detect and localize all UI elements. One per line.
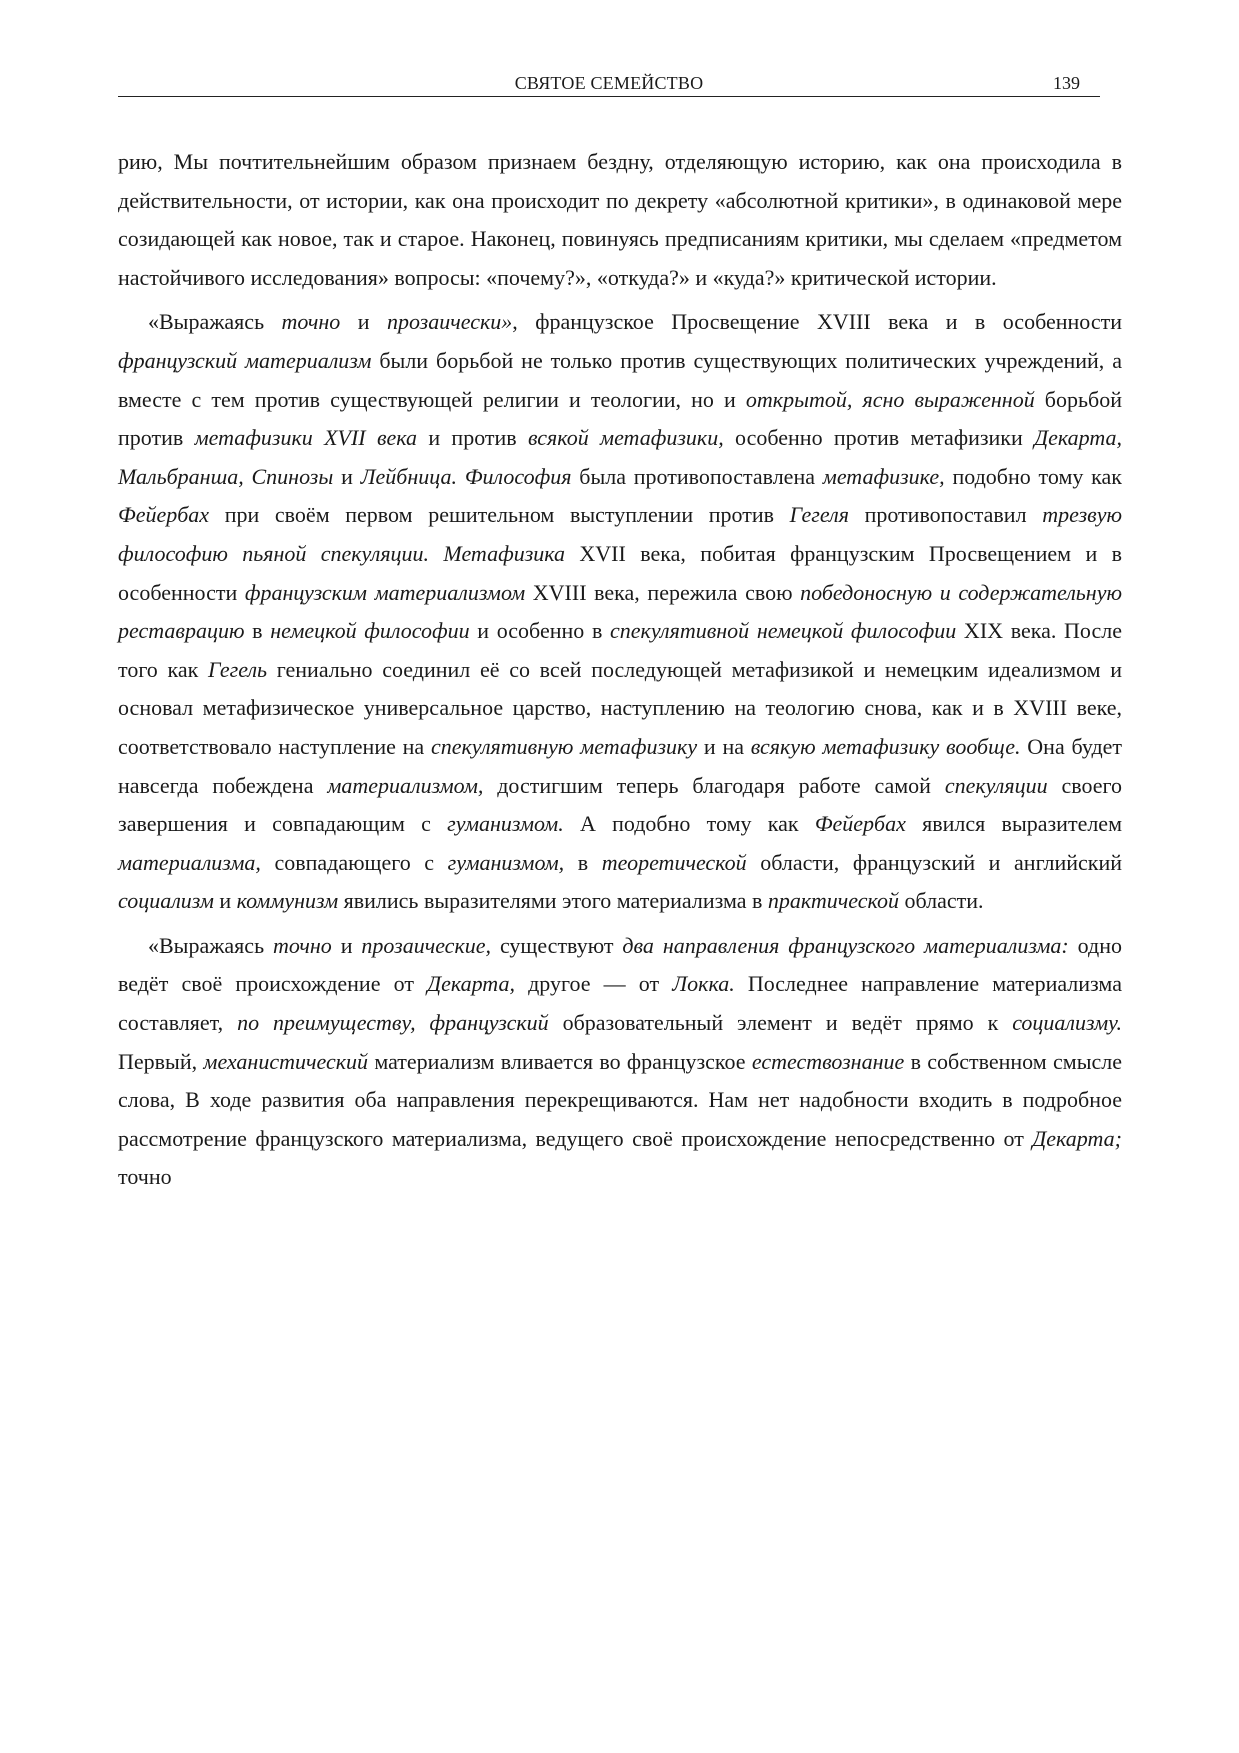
italic-run: коммунизм [236,888,339,914]
text-run: и на [697,733,751,759]
text-run: явились выразителями этого материализма в [338,888,768,914]
italic-run: гуманизмом, [447,849,565,875]
paragraph [118,143,1122,297]
text-run: материализм вливается во французское [368,1048,752,1074]
text-run: при своём первом решительном выступлении против [209,502,790,528]
text-run: были борьбой не только против существующих политических учреждений, а вместе с тем против существующей религии и теологии, но и [118,347,1122,412]
italic-run: метафизике, [822,463,945,489]
italic-run: естествознание [751,1048,905,1074]
text-run: и [333,463,361,489]
body-text [118,143,1122,1203]
italic-run: материализмом, [327,772,484,798]
italic-run: прозаически» [386,309,513,335]
text-run: XVII века, побитая французским Просвещением и в особенности [118,540,1122,605]
text-run: Она будет навсегда побеждена [118,733,1123,798]
text-run: и против [417,425,529,451]
italic-run: Фейербах [814,811,906,837]
text-run: А подобно тому как [563,811,815,837]
text-run: существуют [491,932,623,958]
text-run: рию, Мы почтительнейшим образом признаем бездну, отделяющую историю, как она происходила в действительности, от истории, как она происходит по декрету «абсолютной критики», в одинаковой мере созидающей как новое, так и старое. Наконец, повинуясь предписаниям критики, мы сделаем «предметом настойчивого исследования» вопросы: «почему?», «откуда?» и «куда?» критической истории. [118,149,1122,290]
italic-run: Лейбница. Философия [360,463,572,489]
italic-run: спекуляции [944,772,1048,798]
italic-run: всякой метафизики, [528,425,724,451]
italic-run: открытой, ясно выраженной [745,386,1035,412]
text-run: подобно тому как [944,463,1122,489]
italic-run: Декарта, Мальбранша, Спинозы [118,425,1122,489]
paragraph [118,303,1122,921]
text-run: борьбой против [118,386,1122,451]
italic-run: Декарта; [1032,1125,1122,1151]
text-run: и [331,932,362,958]
italic-run: точно [281,309,341,335]
italic-run: Гегеля [789,502,849,528]
text-run: в собственном смысле слова, В ходе развития оба направления перекрещиваются. Нам нет надобности входить в подробное рассмотрение французского материализма, ведущего своё происхождение непосредственно от [118,1048,1122,1151]
italic-run: теоретической [601,849,747,875]
italic-run: метафизики XVII века [194,425,417,451]
italic-run: Локка. [672,971,735,997]
text-run: гениально соединил её со всей последующей метафизикой и немецким идеализмом и основал метафизическое универсальное царство, наступлению на теологию снова, как и в XVIII веке, соответствовало наступление на [118,656,1123,759]
text-run: совпадающего с [260,849,448,875]
italic-run: материализма, [118,849,261,875]
italic-run: социализму. [1012,1010,1122,1036]
italic-run: прозаические, [361,932,492,958]
italic-run: французский материализм [118,347,372,373]
text-run: «Выражаясь [148,309,282,335]
italic-run: спекулятивной немецкой философии [610,618,957,644]
italic-run: по преимуществу, французский [237,1010,549,1036]
italic-run: механистический [203,1048,369,1074]
italic-run: немецкой философии [270,618,470,644]
text-run: в [564,849,602,875]
italic-run: победоносную и содержательную реставрацию [118,579,1122,644]
text-run: противопоставил [848,502,1043,528]
text-run: «Выражаясь [148,932,274,958]
text-run: образовательный элемент и ведёт прямо к [548,1010,1013,1036]
text-run: XIX века. После того как [118,618,1122,682]
text-run: , французское Просвещение XVIII века и в особенности [512,309,1122,335]
text-run: точно [118,1164,172,1190]
text-run: и [213,888,237,914]
italic-run: трезвую философию пьяной спекуляции. Метафизика [118,502,1122,566]
italic-run: французским материализмом [244,579,526,605]
italic-run: социализм [118,888,214,914]
italic-run: Декарта, [427,971,515,997]
text-run: явился выразителем [905,811,1122,837]
text-run: и [340,309,387,335]
italic-run: всякую метафизику вообще. [750,733,1021,759]
page-header [118,74,1100,97]
italic-run: два направления французского материализма: [622,932,1069,958]
text-run: Первый, [118,1048,204,1074]
text-run: была противопоставлена [571,463,823,489]
text-run: Последнее направление материализма составляет, [118,971,1122,1036]
text-run: области. [898,888,984,914]
text-run: одно ведёт своё происхождение от [118,932,1122,997]
italic-run: гуманизмом. [447,811,564,837]
text-run: в [244,618,271,644]
italic-run: практической [767,888,899,914]
text-run: другое — от [514,971,673,997]
text-run: и особенно в [469,618,611,644]
italic-run: Гегель [208,656,268,682]
text-run: своего завершения и совпадающим с [118,772,1122,837]
running-title: СВЯТОЕ СЕМЕЙСТВО [514,73,704,93]
text-run: XVIII века, пережила свою [525,579,801,605]
paragraph [118,927,1122,1197]
italic-run: точно [273,932,332,958]
text-run: области, французский и английский [746,849,1122,875]
page-number: 139 [1053,73,1080,93]
text-run: особенно против метафизики [723,425,1035,451]
italic-run: спекулятивную метафизику [430,733,698,759]
text-run: достигшим теперь благодаря работе самой [483,772,945,798]
italic-run: Фейербах [118,502,210,528]
